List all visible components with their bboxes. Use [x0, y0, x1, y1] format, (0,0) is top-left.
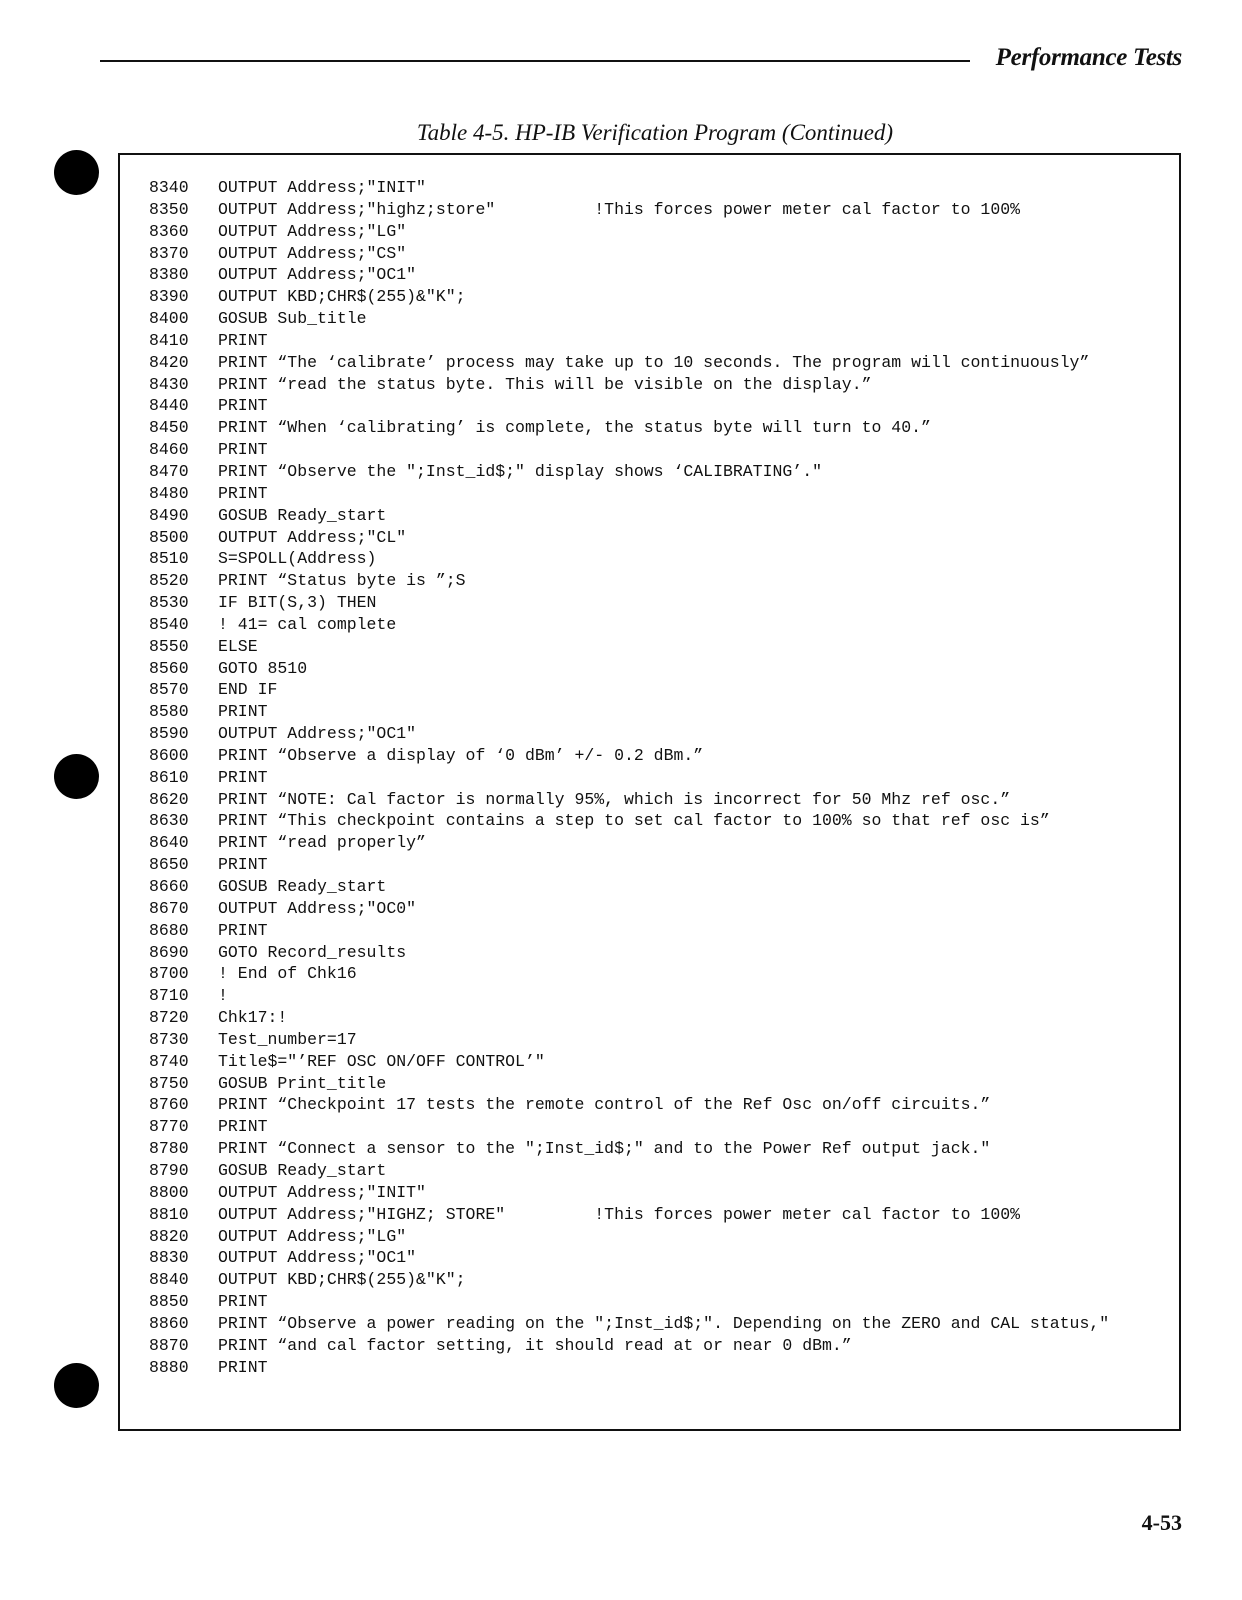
code-line — [120, 1160, 1179, 1182]
code-line — [120, 658, 1179, 680]
code-line — [120, 1204, 1179, 1226]
line-number: 8660 — [149, 877, 189, 896]
line-code: ! — [218, 986, 228, 1006]
line-number: 8550 — [149, 636, 189, 656]
line-number: 8600 — [149, 745, 189, 765]
code-line — [120, 243, 1179, 265]
line-number: 8630 — [149, 811, 189, 831]
line-code: OUTPUT Address;"LG" — [218, 221, 407, 241]
line-number: 8710 — [149, 986, 189, 1006]
line-code: OUTPUT KBD;CHR$(255)&"K"; — [218, 1270, 466, 1290]
line-code: OUTPUT Address;"highz;store" !This forces power meter cal factor to 100% — [218, 199, 1021, 219]
line-number: 8700 — [149, 964, 189, 984]
code-line — [120, 723, 1179, 745]
code-line — [120, 395, 1179, 417]
code-line — [120, 461, 1179, 483]
line-number: 8790 — [149, 1160, 189, 1180]
line-code: GOTO Record_results — [218, 942, 407, 962]
line-number: 8730 — [149, 1029, 189, 1049]
line-code: Title$="’REF OSC ON/OFF CONTROL’" — [218, 1051, 545, 1071]
line-number: 8470 — [149, 461, 189, 481]
code-line — [120, 985, 1179, 1007]
line-number: 8830 — [149, 1248, 189, 1268]
line-number: 8370 — [149, 243, 189, 263]
code-line — [120, 679, 1179, 701]
line-number: 8420 — [149, 352, 189, 372]
line-number: 8620 — [149, 789, 189, 809]
line-code: PRINT “NOTE: Cal factor is normally 95%, which is incorrect for 50 Mhz ref osc.” — [218, 789, 1011, 809]
program-listing-box — [118, 153, 1181, 1431]
line-code: OUTPUT Address;"OC1" — [218, 724, 417, 744]
line-code: OUTPUT Address;"LG" — [218, 1226, 407, 1246]
code-line — [120, 920, 1179, 942]
line-code: Test_number=17 — [218, 1029, 357, 1049]
code-line — [120, 177, 1179, 199]
code-line — [120, 898, 1179, 920]
code-line — [120, 286, 1179, 308]
line-code: PRINT “Observe the ";Inst_id$;" display shows ‘CALIBRATING’." — [218, 461, 822, 481]
line-code: IF BIT(S,3) THEN — [218, 593, 377, 613]
line-code: ! 41= cal complete — [218, 614, 397, 634]
page-number: 4-53 — [1141, 1510, 1182, 1535]
line-code: PRINT — [218, 702, 268, 722]
line-code: PRINT — [218, 483, 268, 503]
line-number: 8760 — [149, 1095, 189, 1115]
line-number: 8500 — [149, 527, 189, 547]
line-number: 8690 — [149, 942, 189, 962]
code-line — [120, 527, 1179, 549]
code-line — [120, 876, 1179, 898]
line-number: 8520 — [149, 571, 189, 591]
line-code: PRINT “and cal factor setting, it should read at or near 0 dBm.” — [218, 1335, 852, 1355]
line-number: 8590 — [149, 724, 189, 744]
line-number: 8580 — [149, 702, 189, 722]
binder-hole-icon — [54, 1363, 99, 1408]
line-number: 8670 — [149, 898, 189, 918]
line-number: 8360 — [149, 221, 189, 241]
code-line — [120, 701, 1179, 723]
line-code: PRINT — [218, 396, 268, 416]
line-number: 8510 — [149, 549, 189, 569]
line-number: 8850 — [149, 1292, 189, 1312]
line-code: OUTPUT Address;"INIT" — [218, 178, 426, 197]
line-number: 8800 — [149, 1182, 189, 1202]
line-number: 8840 — [149, 1270, 189, 1290]
code-line — [120, 1247, 1179, 1269]
line-number: 8770 — [149, 1117, 189, 1137]
line-number: 8380 — [149, 265, 189, 285]
line-number: 8540 — [149, 614, 189, 634]
line-code: END IF — [218, 680, 278, 700]
line-code: PRINT — [218, 855, 268, 875]
line-number: 8450 — [149, 418, 189, 438]
code-line — [120, 352, 1179, 374]
code-line — [120, 1226, 1179, 1248]
line-number: 8480 — [149, 483, 189, 503]
code-line — [120, 1335, 1179, 1357]
line-code: PRINT “This checkpoint contains a step to set cal factor to 100% so that ref osc is” — [218, 811, 1050, 831]
header-rule — [100, 60, 970, 62]
code-line — [120, 308, 1179, 330]
line-code: S=SPOLL(Address) — [218, 549, 377, 569]
code-line — [120, 505, 1179, 527]
line-number: 8390 — [149, 287, 189, 307]
code-line — [120, 439, 1179, 461]
line-code: GOTO 8510 — [218, 658, 308, 678]
code-line — [120, 374, 1179, 396]
code-line — [120, 789, 1179, 811]
line-code: GOSUB Ready_start — [218, 1160, 387, 1180]
binder-hole-icon — [54, 150, 99, 195]
line-code: GOSUB Ready_start — [218, 877, 387, 896]
table-caption: Table 4-5. HP-IB Verification Program (Continued) — [416, 120, 894, 145]
code-line — [120, 1073, 1179, 1095]
line-number: 8870 — [149, 1335, 189, 1355]
code-line — [120, 1116, 1179, 1138]
line-code: PRINT “Status byte is ”;S — [218, 571, 466, 591]
code-line — [120, 636, 1179, 658]
line-code: PRINT “The ‘calibrate’ process may take up to 10 seconds. The program will continuously” — [218, 352, 1090, 372]
code-line — [120, 483, 1179, 505]
line-code: PRINT “Connect a sensor to the ";Inst_id$;" and to the Power Ref output jack." — [218, 1139, 991, 1159]
code-line — [120, 1182, 1179, 1204]
line-number: 8880 — [149, 1357, 189, 1377]
code-line — [120, 221, 1179, 243]
code-line — [120, 1313, 1179, 1335]
line-code: OUTPUT KBD;CHR$(255)&"K"; — [218, 287, 466, 307]
line-code: PRINT — [218, 920, 268, 940]
code-line — [120, 854, 1179, 876]
code-line — [120, 330, 1179, 352]
line-number: 8560 — [149, 658, 189, 678]
line-code: PRINT — [218, 330, 268, 350]
code-line — [120, 264, 1179, 286]
line-number: 8530 — [149, 593, 189, 613]
line-number: 8350 — [149, 199, 189, 219]
line-code: PRINT “read properly” — [218, 833, 426, 853]
line-number: 8430 — [149, 374, 189, 394]
code-line — [120, 1029, 1179, 1051]
line-number: 8440 — [149, 396, 189, 416]
line-code: OUTPUT Address;"HIGHZ; STORE" !This forces power meter cal factor to 100% — [218, 1204, 1021, 1224]
line-code: OUTPUT Address;"OC1" — [218, 1248, 417, 1268]
line-number: 8460 — [149, 440, 189, 460]
line-code: OUTPUT Address;"CL" — [218, 527, 407, 547]
code-line — [120, 963, 1179, 985]
line-number: 8740 — [149, 1051, 189, 1071]
line-number: 8410 — [149, 330, 189, 350]
line-code: PRINT — [218, 1292, 268, 1312]
code-line — [120, 810, 1179, 832]
code-line — [120, 570, 1179, 592]
line-code: PRINT “Checkpoint 17 tests the remote control of the Ref Osc on/off circuits.” — [218, 1095, 991, 1115]
line-code: Chk17:! — [218, 1008, 288, 1028]
line-code: PRINT “read the status byte. This will be visible on the display.” — [218, 374, 872, 394]
code-line — [120, 199, 1179, 221]
code-line — [120, 745, 1179, 767]
line-number: 8780 — [149, 1139, 189, 1159]
program-listing — [120, 177, 1179, 1378]
binder-hole-icon — [54, 754, 99, 799]
line-code: GOSUB Ready_start — [218, 505, 387, 525]
line-code: PRINT — [218, 767, 268, 787]
line-code: PRINT — [218, 1357, 268, 1377]
line-code: PRINT — [218, 1117, 268, 1137]
code-line — [120, 548, 1179, 570]
line-code: OUTPUT Address;"OC0" — [218, 898, 417, 918]
line-code: ! End of Chk16 — [218, 964, 357, 984]
line-number: 8570 — [149, 680, 189, 700]
line-number: 8650 — [149, 855, 189, 875]
line-number: 8860 — [149, 1313, 189, 1333]
code-line — [120, 1007, 1179, 1029]
code-line — [120, 767, 1179, 789]
line-code: PRINT “Observe a display of ‘0 dBm’ +/- 0.2 dBm.” — [218, 745, 704, 765]
line-code: OUTPUT Address;"CS" — [218, 243, 407, 263]
code-line — [120, 942, 1179, 964]
line-number: 8340 — [149, 178, 189, 197]
code-line — [120, 417, 1179, 439]
code-line — [120, 1269, 1179, 1291]
code-line — [120, 1291, 1179, 1313]
line-code: PRINT “Observe a power reading on the ";Inst_id$;". Depending on the ZERO and CAL status," — [218, 1313, 1110, 1333]
line-code: GOSUB Print_title — [218, 1073, 387, 1093]
line-code: OUTPUT Address;"INIT" — [218, 1182, 426, 1202]
code-line — [120, 1138, 1179, 1160]
line-code: ELSE — [218, 636, 258, 656]
line-number: 8820 — [149, 1226, 189, 1246]
line-number: 8720 — [149, 1008, 189, 1028]
line-number: 8490 — [149, 505, 189, 525]
line-number: 8750 — [149, 1073, 189, 1093]
section-title: Performance Tests — [995, 44, 1182, 71]
code-line — [120, 832, 1179, 854]
line-code: PRINT “When ‘calibrating’ is complete, the status byte will turn to 40.” — [218, 418, 931, 438]
code-line — [120, 1357, 1179, 1379]
line-code: PRINT — [218, 440, 268, 460]
code-line — [120, 1051, 1179, 1073]
code-line — [120, 1094, 1179, 1116]
line-number: 8610 — [149, 767, 189, 787]
code-line — [120, 614, 1179, 636]
line-number: 8640 — [149, 833, 189, 853]
line-number: 8680 — [149, 920, 189, 940]
line-number: 8810 — [149, 1204, 189, 1224]
line-code: OUTPUT Address;"OC1" — [218, 265, 417, 285]
code-line — [120, 592, 1179, 614]
line-number: 8400 — [149, 309, 189, 329]
line-code: GOSUB Sub_title — [218, 309, 367, 329]
